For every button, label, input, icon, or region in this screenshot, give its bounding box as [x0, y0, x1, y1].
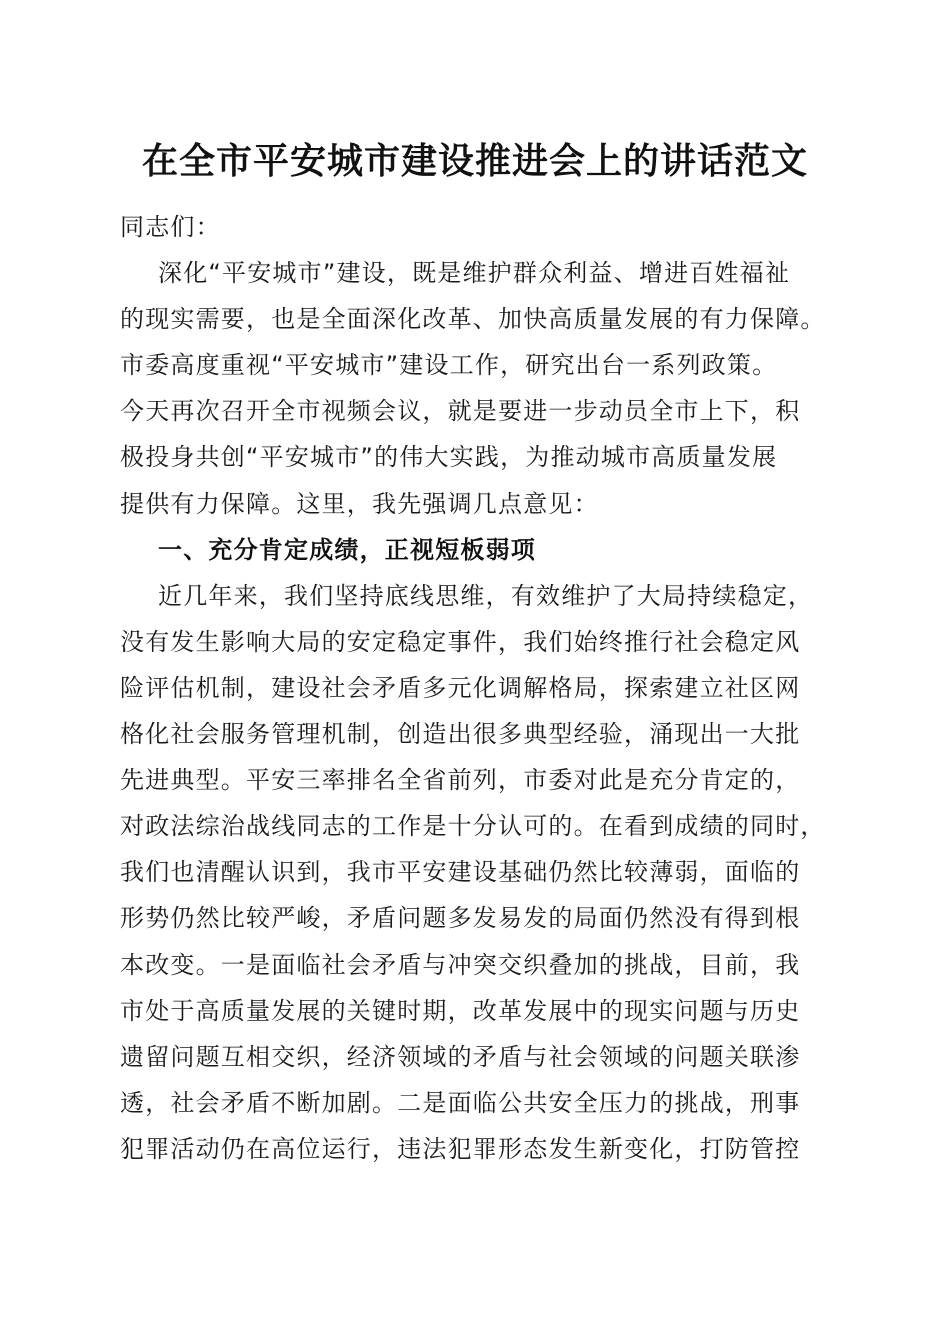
paragraph-line: 市处于高质量发展的关键时期，改革发展中的现实问题与历史 [120, 996, 801, 1025]
paragraph-line: 形势仍然比较严峻，矛盾问题多发易发的局面仍然没有得到根 [120, 904, 801, 933]
document-body [120, 204, 850, 1172]
paragraph-line: 犯罪活动仍在高位运行，违法犯罪形态发生新变化，打防管控 [120, 1134, 801, 1163]
paragraph-line: 本改变。一是面临社会矛盾与冲突交织叠加的挑战，目前，我 [120, 950, 801, 979]
paragraph-line: 对政法综治战线同志的工作是十分认可的。在看到成绩的同时， [120, 812, 826, 841]
salutation-line: 同志们： [120, 213, 221, 241]
paragraph-line: 我们也清醒认识到，我市平安建设基础仍然比较薄弱，面临的 [120, 858, 801, 887]
document-title: 在全市平安城市建设推进会上的讲话范文 [141, 140, 808, 182]
paragraph-line: 近几年来，我们坚持底线思维，有效维护了大局持续稳定， [158, 581, 814, 610]
paragraph-line: 格化社会服务管理机制，创造出很多典型经验，涌现出一大批 [120, 720, 801, 749]
paragraph-line: 的现实需要，也是全面深化改革、加快高质量发展的有力保障。 [120, 305, 826, 334]
paragraph-line: 提供有力保障。这里，我先强调几点意见： [120, 489, 599, 518]
paragraph-line: 深化“平安城市”建设，既是维护群众利益、增进百姓福祉 [158, 259, 791, 288]
paragraph-line: 没有发生影响大局的安定稳定事件，我们始终推行社会稳定风 [120, 627, 801, 656]
paragraph-line: 透，社会矛盾不断加剧。二是面临公共安全压力的挑战，刑事 [120, 1088, 801, 1117]
section-heading: 一、充分肯定成绩，正视短板弱项 [158, 535, 536, 564]
paragraph-line: 今天再次召开全市视频会议，就是要进一步动员全市上下，积 [120, 397, 801, 426]
paragraph-line: 险评估机制，建设社会矛盾多元化调解格局，探索建立社区网 [120, 673, 801, 702]
paragraph-line: 市委高度重视“平安城市”建设工作，研究出台一系列政策。 [120, 351, 778, 380]
paragraph-line: 遗留问题互相交织，经济领域的矛盾与社会领域的问题关联渗 [120, 1042, 801, 1071]
paragraph-line: 极投身共创“平安城市”的伟大实践，为推动城市高质量发展 [120, 443, 778, 472]
paragraph-line: 先进典型。平安三率排名全省前列，市委对此是充分肯定的， [120, 766, 801, 795]
